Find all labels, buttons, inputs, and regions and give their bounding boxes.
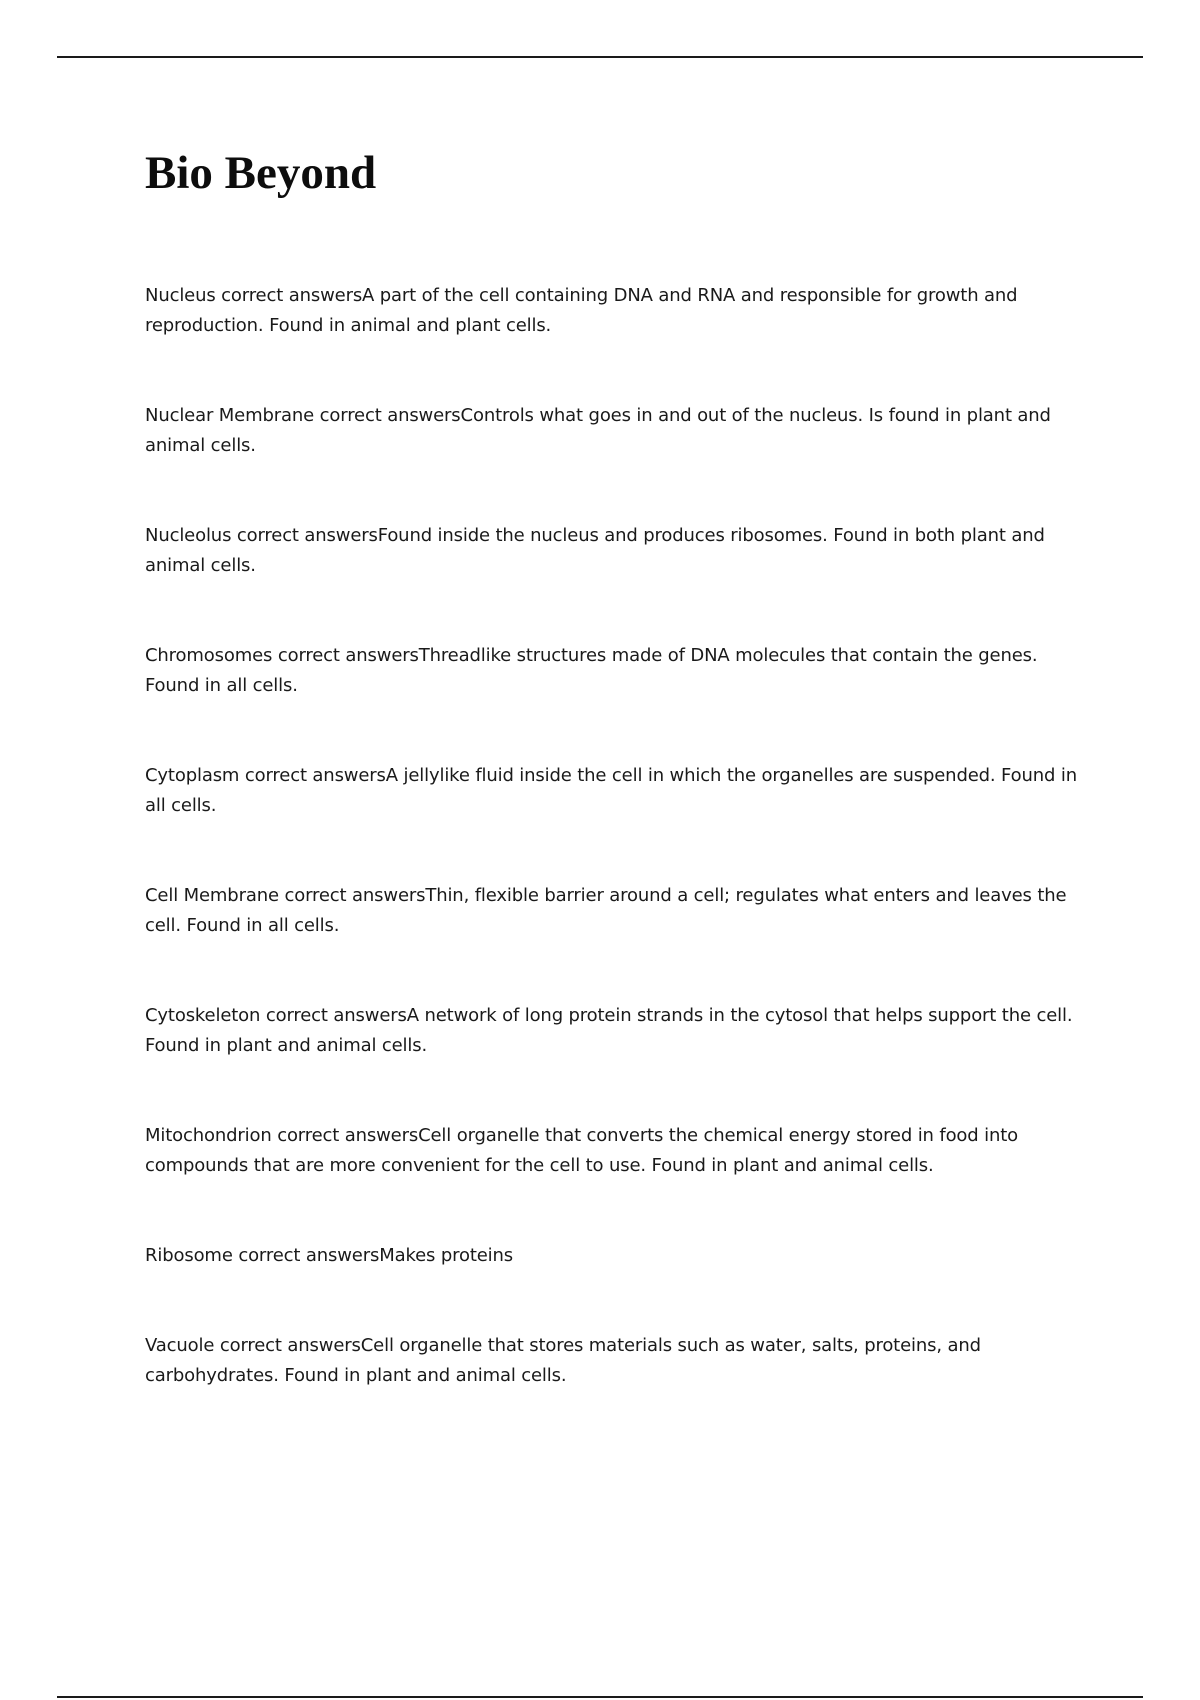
document-body	[145, 145, 1095, 1451]
entry-ribosome: Ribosome correct answersMakes proteins	[145, 1245, 513, 1266]
entry-chromosomes: Chromosomes correct answersThreadlike structures made of DNA molecules that contain the genes. Found in all cells.	[145, 645, 1038, 696]
entry-list	[145, 281, 1095, 1391]
entry-vacuole: Vacuole correct answersCell organelle that stores materials such as water, salts, proteins, and carbohydrates. Found in plant and animal cells.	[145, 1335, 981, 1386]
entry-nucleolus: Nucleolus correct answersFound inside the nucleus and produces ribosomes. Found in both plant and animal cells.	[145, 525, 1045, 576]
entry-cell-membrane: Cell Membrane correct answersThin, flexible barrier around a cell; regulates what enters and leaves the cell. Found in all cells.	[145, 885, 1067, 936]
top-rule	[57, 56, 1143, 58]
entry-cytoskeleton: Cytoskeleton correct answersA network of long protein strands in the cytosol that helps support the cell. Found in plant and animal cells.	[145, 1005, 1073, 1056]
entry-nuclear-membrane: Nuclear Membrane correct answersControls what goes in and out of the nucleus. Is found in plant and animal cells.	[145, 405, 1051, 456]
entry-cytoplasm: Cytoplasm correct answersA jellylike fluid inside the cell in which the organelles are suspended. Found in all cells.	[145, 765, 1077, 816]
bottom-rule	[57, 1696, 1143, 1698]
entry-nucleus: Nucleus correct answersA part of the cell containing DNA and RNA and responsible for growth and reproduction. Found in animal and plant cells.	[145, 285, 1018, 336]
document-title: Bio Beyond	[145, 147, 377, 199]
entry-mitochondrion: Mitochondrion correct answersCell organelle that converts the chemical energy stored in food into compounds that are more convenient for the cell to use. Found in plant and animal cells.	[145, 1125, 1019, 1176]
